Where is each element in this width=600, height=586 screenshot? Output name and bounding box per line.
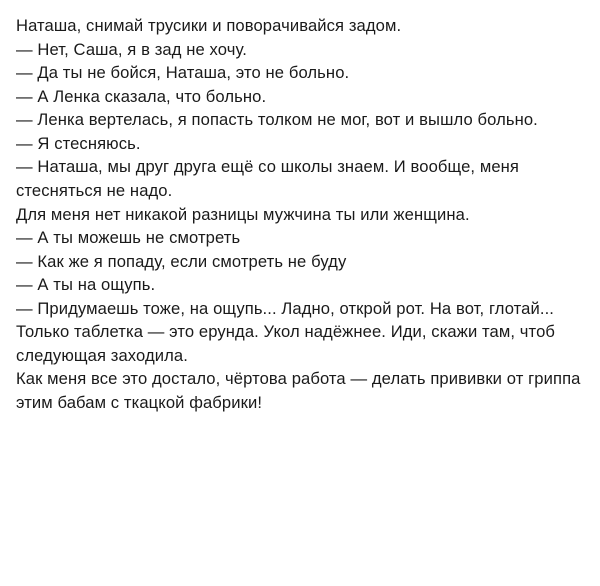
text-line: Наташа, снимай трусики и поворачивайся задом. bbox=[16, 16, 402, 35]
text-line: — Да ты не бойся, Наташа, это не больно. bbox=[16, 63, 350, 83]
text-line: — А ты на ощупь. bbox=[16, 275, 156, 295]
text-line: — А ты можешь не смотреть bbox=[16, 228, 241, 248]
text-line: Как меня все это достало, чёртова работа — делать прививки от гриппа этим бабам с ткацкой фабрики! bbox=[16, 369, 581, 412]
joke-text-block bbox=[16, 14, 584, 415]
text-line: — Придумаешь тоже, на ощупь... Ладно, открой рот. На вот, глотай... Только таблетка — это ерунда. Укол надёжнее. Иди, скажи там, чтоб следующая заходила. bbox=[16, 298, 555, 365]
text-line: Для меня нет никакой разницы мужчина ты или женщина. bbox=[16, 204, 470, 224]
text-line: — А Ленка сказала, что больно. bbox=[16, 86, 267, 106]
text-line: — Нет, Саша, я в зад не хочу. bbox=[16, 39, 247, 59]
text-line: — Я стесняюсь. bbox=[16, 133, 141, 153]
text-line: — Как же я попаду, если смотреть не буду bbox=[16, 251, 347, 271]
text-line: — Ленка вертелась, я попасть толком не мог, вот и вышло больно. bbox=[16, 110, 538, 130]
text-line: — Наташа, мы друг друга ещё со школы знаем. И вообще, меня стесняться не надо. bbox=[16, 157, 520, 200]
